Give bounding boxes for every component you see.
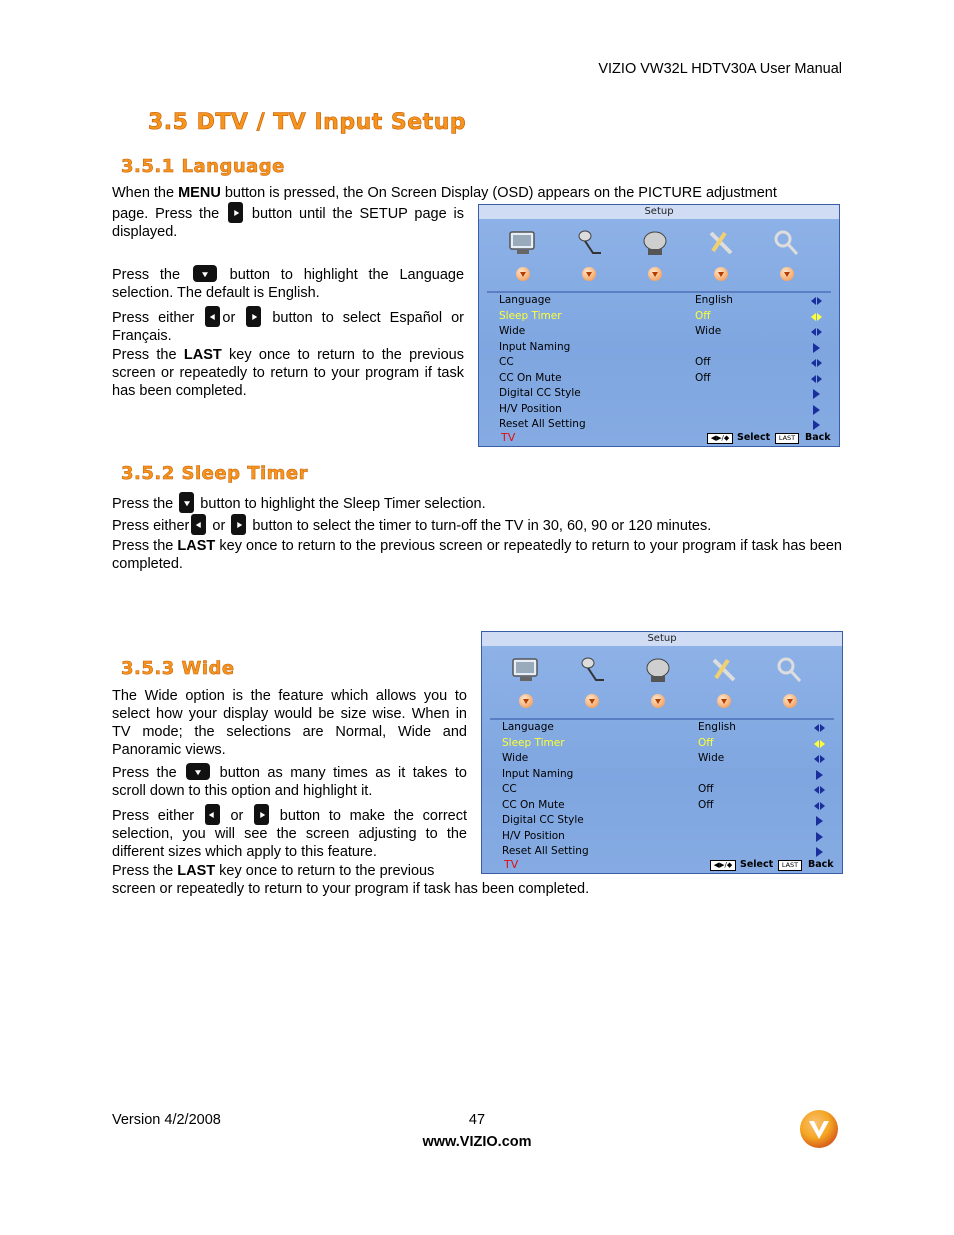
left-button-icon	[205, 306, 220, 327]
down-button-icon	[186, 763, 210, 780]
osd-menu-row	[502, 814, 832, 829]
osd-menu-row	[502, 830, 832, 845]
osd-key-icon	[765, 225, 809, 287]
osd-row-label: H/V Position	[499, 402, 562, 415]
osd-select-label: Select	[737, 432, 771, 443]
footer-version: Version 4/2/2008	[112, 1112, 221, 1128]
right-arrow-icon	[811, 390, 823, 399]
osd-row-label: Sleep Timer	[499, 309, 562, 322]
osd-row-value: Off	[695, 371, 711, 384]
right-button-icon	[231, 514, 246, 535]
osd-menu-row	[499, 310, 829, 325]
osd-menu-row	[499, 356, 829, 371]
osd-menu-row	[502, 752, 832, 767]
osd-row-value: Off	[695, 356, 711, 368]
osd-microphone-icon	[567, 225, 611, 287]
osd-row-label: CC	[499, 356, 514, 368]
osd-row-value: Wide	[695, 325, 722, 337]
osd-back-label: Back	[805, 432, 831, 443]
osd-row-value: Off	[698, 783, 714, 795]
wide-para-3: Press either or button to make the correct selection, you will see the screen adjusting to the different sizes which apply to this feature.	[112, 804, 467, 861]
osd-menu-row	[502, 768, 832, 783]
osd-icon-bar	[493, 225, 829, 287]
left-right-arrow-icon	[814, 786, 826, 795]
section-title: 3.5 DTV / TV Input Setup	[148, 110, 467, 135]
osd-setup-screenshot-2	[481, 631, 843, 874]
right-arrow-icon	[814, 848, 826, 857]
osd-row-value: English	[695, 294, 733, 306]
osd-row-label: Reset All Setting	[499, 418, 586, 430]
osd-row-label: Digital CC Style	[502, 814, 584, 826]
osd-menu-row	[499, 403, 829, 418]
language-para-4: Press the LAST key once to return to the previous screen or repeatedly to return to your program if task has been completed.	[112, 347, 464, 399]
sleep-para-1: Press the button to highlight the Sleep Timer selection.	[112, 492, 842, 513]
left-right-arrow-icon	[811, 375, 823, 384]
osd-row-label: CC	[502, 783, 517, 795]
sleep-para-3: Press the LAST key once to return to the previous screen or repeatedly to return to your program if task has been completed.	[112, 538, 843, 572]
wide-para-2: Press the button as many times as it takes to scroll down to this option and highlight it.	[112, 765, 467, 799]
language-heading: 3.5.1 Language	[121, 156, 285, 177]
language-para-3: Press either or button to select Español or Français.	[112, 306, 464, 345]
right-arrow-icon	[814, 833, 826, 842]
osd-row-label: CC On Mute	[502, 798, 565, 811]
osd-row-label: CC On Mute	[499, 371, 562, 384]
right-arrow-icon	[811, 344, 823, 353]
right-arrow-icon	[814, 771, 826, 780]
osd-last-key: LAST	[775, 433, 799, 444]
left-right-arrow-icon	[814, 740, 826, 749]
left-right-arrow-icon	[814, 724, 826, 733]
osd-key-icon	[768, 652, 812, 714]
osd-row-label: Input Naming	[499, 340, 571, 353]
left-button-icon	[205, 804, 220, 825]
osd-tv-icon	[501, 225, 545, 287]
osd-title: Setup	[482, 632, 842, 646]
osd-setup-screenshot-1	[478, 204, 840, 447]
osd-last-key: LAST	[778, 860, 802, 871]
osd-nav-keys-icon: ◀▶/◆	[710, 860, 736, 871]
left-right-arrow-icon	[814, 755, 826, 764]
wide-para-4: Press the LAST key once to return to the previous	[112, 863, 435, 879]
osd-row-value: Off	[698, 798, 714, 811]
language-para-2: Press the button to highlight the Language selection. The default is English.	[112, 267, 465, 301]
osd-footer	[482, 857, 842, 873]
osd-source: TV	[501, 431, 516, 444]
osd-microphone-icon	[570, 652, 614, 714]
osd-nav-keys-icon: ◀▶/◆	[707, 433, 733, 444]
osd-menu-row	[499, 372, 829, 387]
osd-menu-row	[499, 387, 829, 402]
right-arrow-icon	[814, 817, 826, 826]
osd-row-label: Digital CC Style	[499, 387, 581, 399]
osd-row-value: Off	[698, 736, 714, 749]
wide-para-4-cont: screen or repeatedly to return to your program if task has been completed.	[112, 881, 590, 897]
osd-menu-row	[502, 783, 832, 798]
right-button-icon	[246, 306, 261, 327]
osd-satellite-dish-icon	[633, 225, 677, 287]
osd-satellite-dish-icon	[636, 652, 680, 714]
osd-row-label: Input Naming	[502, 767, 574, 780]
osd-row-label: H/V Position	[502, 829, 565, 842]
down-button-icon	[193, 265, 217, 282]
osd-row-value: English	[698, 721, 736, 733]
osd-source: TV	[504, 858, 519, 871]
footer-url[interactable]: www.VIZIO.com	[422, 1134, 532, 1150]
right-button-icon	[254, 804, 269, 825]
osd-menu-row	[502, 737, 832, 752]
osd-menu-row	[502, 799, 832, 814]
osd-row-label: Reset All Setting	[502, 845, 589, 857]
left-right-arrow-icon	[811, 328, 823, 337]
osd-row-value: Off	[695, 309, 711, 322]
osd-select-label: Select	[740, 859, 774, 870]
osd-tv-icon	[504, 652, 548, 714]
left-right-arrow-icon	[811, 297, 823, 306]
osd-row-value: Wide	[698, 752, 725, 764]
language-intro-cont: page. Press the button until the SETUP page is displayed.	[112, 202, 464, 241]
osd-row-label: Wide	[502, 752, 529, 764]
osd-back-label: Back	[808, 859, 834, 870]
osd-icon-bar	[496, 652, 832, 714]
left-right-arrow-icon	[811, 313, 823, 322]
sleep-para-2: Press either or button to select the timer to turn-off the TV in 30, 60, 90 or 120 minutes.	[112, 514, 842, 535]
osd-row-label: Language	[499, 294, 551, 306]
osd-row-label: Language	[502, 721, 554, 733]
wide-heading: 3.5.3 Wide	[121, 658, 235, 679]
osd-row-label: Wide	[499, 325, 526, 337]
left-button-icon	[191, 514, 206, 535]
osd-menu-row	[499, 325, 829, 340]
sleep-timer-heading: 3.5.2 Sleep Timer	[121, 463, 309, 484]
osd-row-label: Sleep Timer	[502, 736, 565, 749]
manual-title: VIZIO VW32L HDTV30A User Manual	[598, 61, 842, 77]
osd-menu-row	[499, 341, 829, 356]
left-right-arrow-icon	[814, 802, 826, 811]
down-button-icon	[179, 492, 194, 513]
language-intro: When the MENU button is pressed, the On Screen Display (OSD) appears on the PICTURE adjustment	[112, 185, 777, 201]
right-arrow-icon	[811, 406, 823, 415]
osd-menu-row	[499, 294, 829, 309]
osd-wrench-icon	[699, 225, 743, 287]
right-arrow-icon	[811, 421, 823, 430]
osd-footer	[479, 430, 839, 446]
vizio-logo-icon	[799, 1109, 839, 1149]
osd-title: Setup	[479, 205, 839, 219]
osd-menu-row	[502, 721, 832, 736]
left-right-arrow-icon	[811, 359, 823, 368]
osd-wrench-icon	[702, 652, 746, 714]
right-button-icon	[228, 202, 243, 223]
wide-para-1: The Wide option is the feature which allows you to select how your display would be size wise. When in TV mode; the selections are Normal, Wide and Panoramic views.	[112, 688, 467, 758]
footer-page-number: 47	[468, 1112, 486, 1128]
